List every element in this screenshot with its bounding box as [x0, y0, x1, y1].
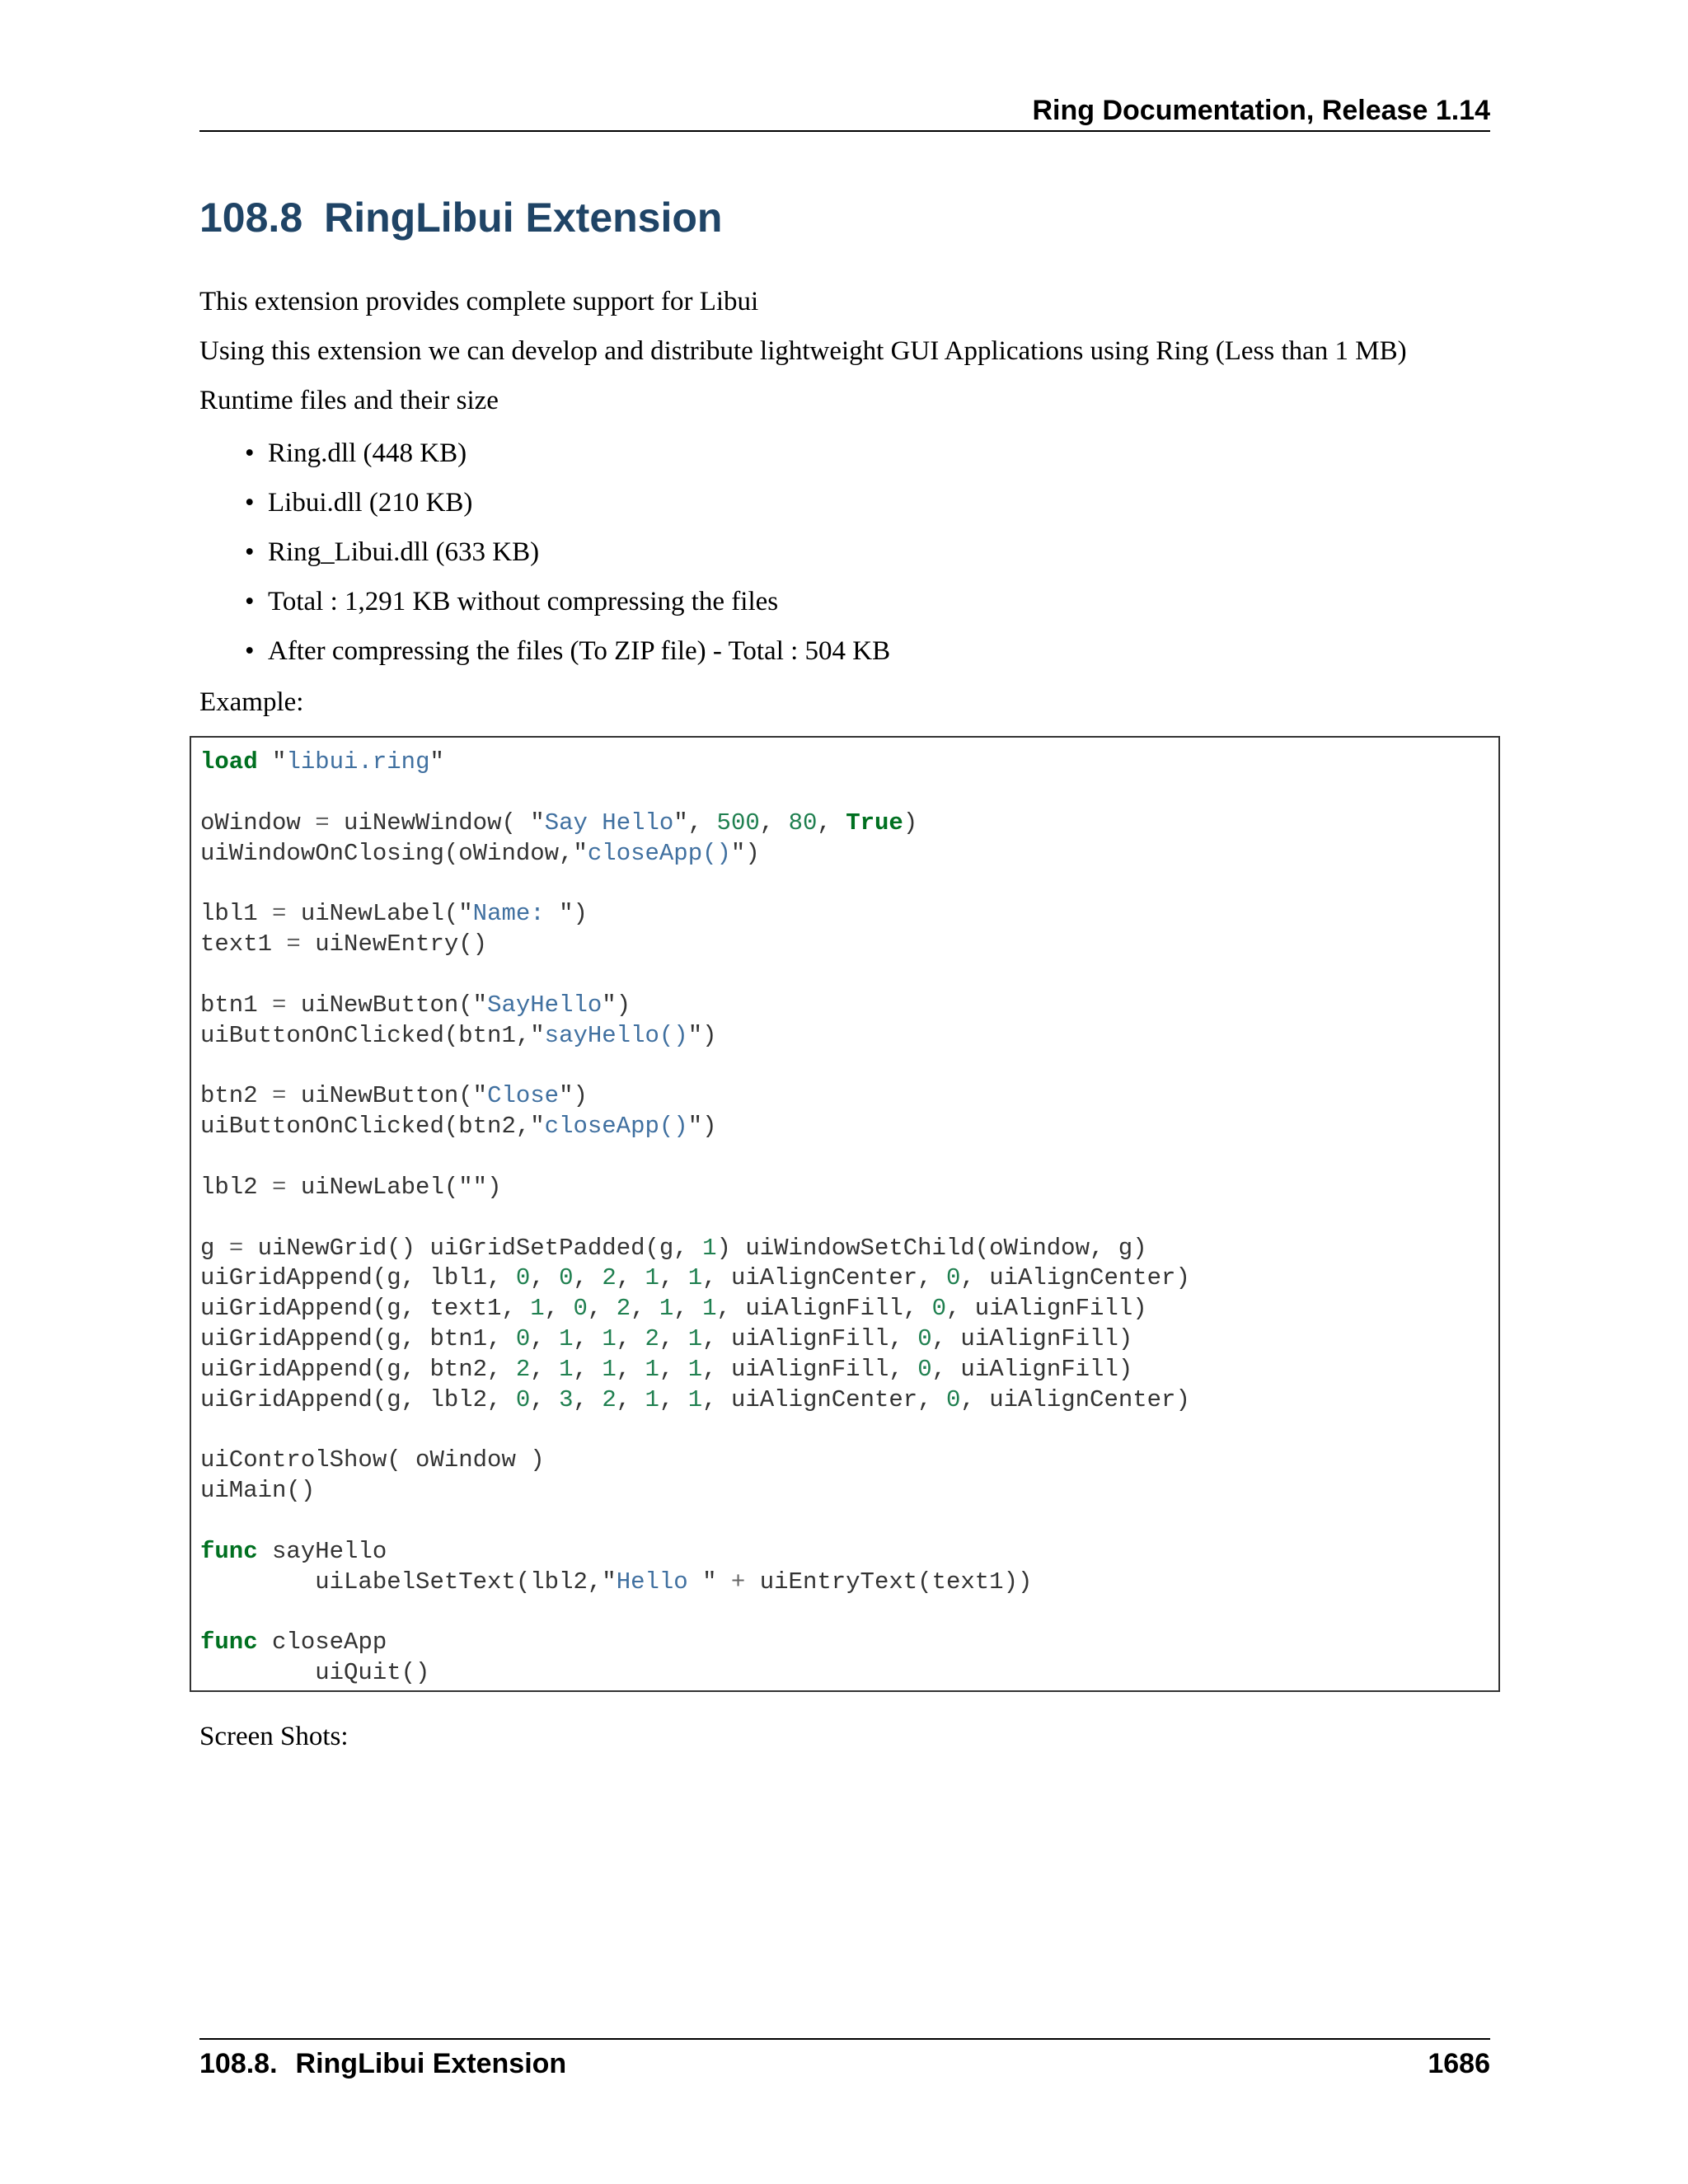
code-line: lbl1 = uiNewLabel("Name: "): [200, 900, 588, 928]
footer-section-number: 108.8.: [199, 2048, 278, 2079]
code-line: uiLabelSetText(lbl2,"Hello " + uiEntryText(text1)): [200, 1568, 1033, 1596]
runtime-files-list: [199, 435, 890, 682]
code-line: text1 = uiNewEntry(): [200, 930, 488, 958]
list-item: • Ring_Libui.dll (633 KB): [199, 534, 890, 583]
example-label: Example:: [199, 687, 304, 717]
code-line: uiGridAppend(g, text1, 1, 0, 2, 1, 1, uiAlignFill, 0, uiAlignFill): [200, 1295, 1147, 1323]
code-line: uiButtonOnClicked(btn2,"closeApp()"): [200, 1113, 717, 1141]
code-listing[interactable]: [200, 748, 1190, 1689]
running-header: Ring Documentation, Release 1.14: [1032, 95, 1490, 126]
code-line: uiGridAppend(g, lbl2, 0, 3, 2, 1, 1, uiAlignCenter, 0, uiAlignCenter): [200, 1385, 1190, 1413]
bullet-icon: •: [245, 537, 255, 567]
screenshots-label: Screen Shots:: [199, 1722, 349, 1751]
code-line: load "libui.ring": [200, 748, 444, 776]
code-line: uiGridAppend(g, lbl1, 0, 0, 2, 1, 1, uiAlignCenter, 0, uiAlignCenter): [200, 1264, 1190, 1292]
bullet-icon: •: [245, 587, 255, 616]
code-line: uiWindowOnClosing(oWindow,"closeApp()"): [200, 839, 760, 867]
page-number: 1686: [1428, 2048, 1490, 2079]
code-line: uiControlShow( oWindow ): [200, 1446, 545, 1474]
code-line: oWindow = uiNewWindow( "Say Hello", 500, 80, True): [200, 808, 918, 837]
code-line: uiGridAppend(g, btn2, 2, 1, 1, 1, 1, uiAlignFill, 0, uiAlignFill): [200, 1355, 1133, 1383]
code-line: btn2 = uiNewButton("Close"): [200, 1082, 588, 1110]
bullet-icon: •: [245, 636, 255, 666]
footer-section: [199, 2046, 566, 2082]
intro-paragraph: This extension provides complete support for Libui: [199, 287, 759, 316]
section-number: 108.8: [199, 194, 303, 241]
code-line: g = uiNewGrid() uiGridSetPadded(g, 1) uiWindowSetChild(oWindow, g): [200, 1234, 1147, 1262]
code-line: uiQuit(): [200, 1659, 430, 1687]
code-line: uiButtonOnClicked(btn1,"sayHello()"): [200, 1021, 717, 1049]
section-title-text: RingLibui Extension: [324, 194, 723, 241]
bullet-icon: •: [245, 438, 255, 468]
runtime-files-paragraph: Runtime files and their size: [199, 386, 499, 415]
footer-rule: [199, 2038, 1490, 2040]
code-block[interactable]: [190, 736, 1500, 1692]
code-line: func closeApp: [200, 1629, 387, 1657]
bullet-icon: •: [245, 488, 255, 518]
header-rule: [199, 130, 1490, 132]
code-line: func sayHello: [200, 1537, 387, 1565]
code-line: uiGridAppend(g, btn1, 0, 1, 1, 2, 1, uiAlignFill, 0, uiAlignFill): [200, 1325, 1133, 1353]
code-line: lbl2 = uiNewLabel(""): [200, 1173, 502, 1201]
list-item: • Ring.dll (448 KB): [199, 435, 890, 485]
list-item: • Total : 1,291 KB without compressing the files: [199, 583, 890, 633]
list-item: • After compressing the files (To ZIP file) - Total : 504 KB: [199, 633, 890, 682]
code-line: btn1 = uiNewButton("SayHello"): [200, 991, 631, 1019]
footer-section-title: RingLibui Extension: [295, 2048, 567, 2079]
code-line: uiMain(): [200, 1477, 316, 1505]
list-item: • Libui.dll (210 KB): [199, 485, 890, 534]
usage-paragraph: Using this extension we can develop and distribute lightweight GUI Applications using Ring (Less than 1 MB): [199, 336, 1407, 366]
section-title: [199, 191, 722, 244]
